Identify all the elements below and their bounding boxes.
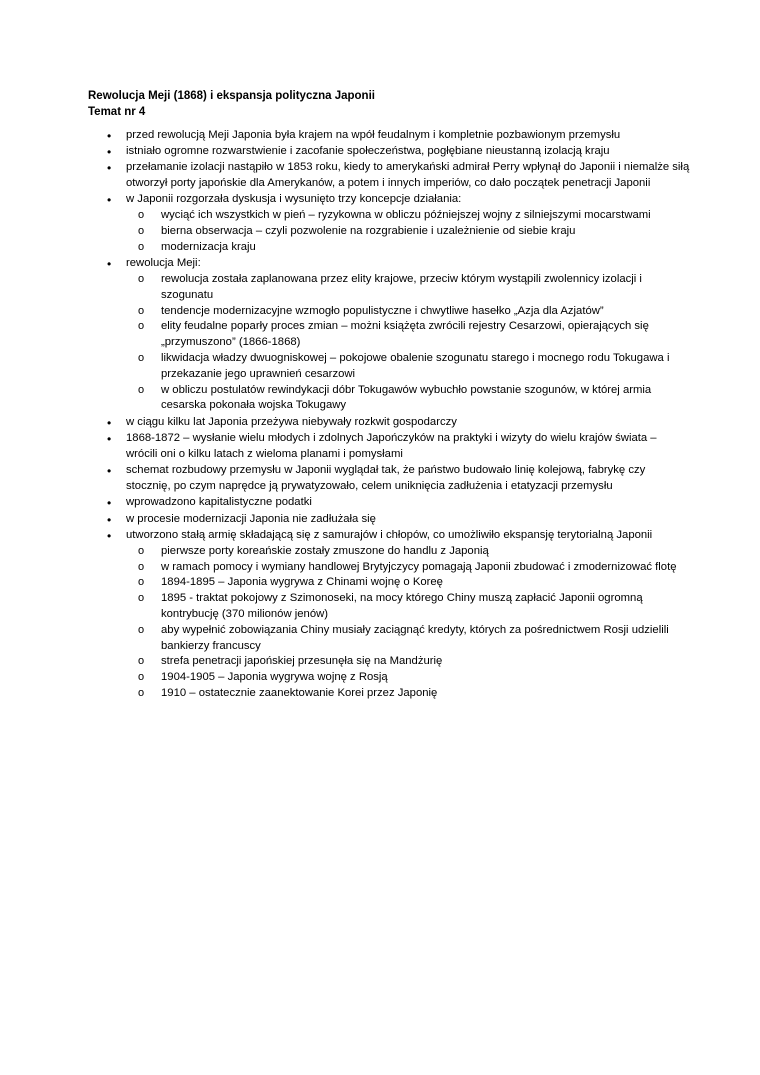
sub-list-item (126, 240, 690, 256)
sub-bullet-icon: o (138, 687, 145, 700)
outline-list (88, 128, 690, 702)
sub-list-item (126, 351, 690, 383)
sub-bullet-icon: o (138, 240, 145, 253)
list-item (88, 431, 690, 463)
sub-list-item (126, 560, 690, 576)
list-item (88, 512, 690, 528)
bullet-icon: • (107, 528, 112, 543)
bullet-icon: • (107, 144, 112, 159)
sub-bullet-icon: o (138, 560, 145, 573)
bullet-icon: • (107, 496, 112, 511)
bullet-icon: • (107, 415, 112, 430)
page-subtitle: Temat nr 4 (88, 106, 146, 119)
sub-bullet-icon: o (138, 671, 145, 684)
bullet-icon: • (107, 161, 112, 176)
list-item-text: 1868-1872 – wysłanie wielu młodych i zdolnych Japończyków na praktyki i wizyty do wielu krajów świata – wrócili oni o kilku latach z wieloma planami i pomysłami (126, 432, 657, 460)
sub-list-item (126, 623, 690, 655)
sub-list-item (126, 319, 690, 351)
bullet-icon: • (107, 432, 112, 447)
page-title: Rewolucja Meji (1868) i ekspansja polityczna Japonii (88, 90, 375, 102)
sub-bullet-icon: o (138, 623, 145, 636)
list-item (88, 415, 690, 431)
sub-bullet-icon: o (138, 320, 145, 333)
list-item (88, 256, 690, 414)
sub-bullet-icon: o (138, 272, 145, 285)
bullet-icon: • (107, 464, 112, 479)
sub-list-item-text: bierna obserwacja – czyli pozwolenie na rozgrabienie i uzależnienie od siebie kraju (161, 225, 576, 238)
list-item-text: rewolucja Meji: (126, 257, 201, 270)
sub-list-item (126, 686, 690, 702)
list-item (88, 192, 690, 255)
bullet-icon: • (107, 193, 112, 208)
sub-bullet-icon: o (138, 225, 145, 238)
list-item-text: schemat rozbudowy przemysłu w Japonii wyglądał tak, że państwo budowało linię kolejową, fabrykę czy stocznię, po czym naprędce ją prywatyzowało, celem uniknięcia zadłużenia i etatyzacji przemysłu (126, 464, 646, 493)
sub-bullet-icon: o (138, 576, 145, 589)
sub-list-item (126, 304, 690, 320)
bullet-icon: • (107, 128, 112, 143)
sub-list-item-text: rewolucja została zaplanowana przez elity krajowe, przeciw którym wystąpili zwolennicy izolacji i szogunatu (161, 272, 642, 301)
sub-list-item-text: pierwsze porty koreańskie zostały zmuszone do handlu z Japonią (161, 544, 489, 557)
sub-bullet-icon: o (138, 655, 145, 668)
list-item-text: istniało ogromne rozwarstwienie i zacofanie społeczeństwa, pogłębiane nieustanną izolacją kraju (126, 144, 610, 157)
sub-list-item-text: w obliczu postulatów rewindykacji dóbr Tokugawów wybuchło powstanie szogunów, w której armia cesarska pokonała wojska Tokugawy (161, 383, 652, 412)
sub-bullet-icon: o (138, 352, 145, 365)
sub-list-item (126, 544, 690, 560)
list-item (88, 495, 690, 511)
sub-list-item-text: 1910 – ostatecznie zaanektowanie Korei przez Japonię (161, 687, 438, 700)
list-item-text: utworzono stałą armię składającą się z samurajów i chłopów, co umożliwiło ekspansję terytorialną Japonii (126, 528, 653, 541)
bullet-icon: • (107, 512, 112, 527)
sub-list-item (126, 272, 690, 304)
sub-list-item-text: w ramach pomocy i wymiany handlowej Brytyjczycy pomagają Japonii zbudować i zmodernizować flotę (161, 560, 677, 573)
sub-list-item (126, 208, 690, 224)
list-item (88, 160, 690, 192)
sub-list-item-text: 1894-1895 – Japonia wygrywa z Chinami wojnę o Koreę (161, 576, 443, 589)
list-item-text: w ciągu kilku lat Japonia przeżywa niebywały rozkwit gospodarczy (126, 415, 457, 428)
sub-list-item (126, 591, 690, 623)
list-item-text: w Japonii rozgorzała dyskusja i wysunięto trzy koncepcje działania: (126, 193, 462, 206)
list-item-text: w procesie modernizacji Japonia nie zadłużała się (126, 512, 376, 525)
sub-list-item (126, 654, 690, 670)
sub-list-item-text: strefa penetracji japońskiej przesunęła się na Mandżurię (161, 655, 443, 668)
list-item (88, 528, 690, 702)
list-item-text: przełamanie izolacji nastąpiło w 1853 roku, kiedy to amerykański admirał Perry wpłynął do Japonii i niemalże siłą otworzył porty japońskie dla Amerykanów, a potem i innych imperiów, co dało początek penetracji Japonii (126, 161, 690, 190)
sub-list (126, 272, 690, 414)
sub-list (126, 208, 690, 255)
sub-list-item (126, 383, 690, 415)
sub-list-item-text: elity feudalne poparły proces zmian – możni książęta zwrócili rejestry Cesarzowi, opierających się „przymuszono” (1866-1868) (161, 320, 649, 349)
list-item-text: przed rewolucją Meji Japonia była krajem na wpół feudalnym i kompletnie pozbawionym przemysłu (126, 128, 621, 141)
list-item (88, 128, 690, 144)
sub-list-item (126, 575, 690, 591)
sub-list-item-text: tendencje modernizacyjne wzmogło populistyczne i chwytliwe hasełko „Azja dla Azjatów” (161, 304, 604, 317)
list-item (88, 463, 690, 495)
list-item (88, 144, 690, 160)
sub-list (126, 544, 690, 702)
sub-bullet-icon: o (138, 592, 145, 605)
sub-bullet-icon: o (138, 383, 145, 396)
sub-bullet-icon: o (138, 304, 145, 317)
bullet-icon: • (107, 257, 112, 272)
sub-list-item (126, 670, 690, 686)
sub-list-item-text: modernizacja kraju (161, 240, 256, 253)
sub-list-item-text: aby wypełnić zobowiązania Chiny musiały zaciągnąć kredyty, których za pośrednictwem Rosji udzielili bankierzy francuscy (161, 623, 669, 652)
sub-list-item-text: 1895 - traktat pokojowy z Szimonoseki, na mocy którego Chiny muszą zapłacić Japonii ogromną kontrybucję (370 milionów jenów) (161, 592, 643, 621)
list-item-text: wprowadzono kapitalistyczne podatki (126, 496, 312, 509)
sub-bullet-icon: o (138, 209, 145, 222)
sub-list-item (126, 224, 690, 240)
sub-bullet-icon: o (138, 544, 145, 557)
sub-list-item-text: likwidacja władzy dwuogniskowej – pokojowe obalenie szogunatu starego i mocnego rodu Tokugawa i przekazanie jego uprawnień cesarzowi (161, 352, 670, 380)
sub-list-item-text: wyciąć ich wszystkich w pień – ryzykowna w obliczu późniejszej wojny z silniejszymi mocarstwami (161, 209, 651, 222)
sub-list-item-text: 1904-1905 – Japonia wygrywa wojnę z Rosją (161, 671, 388, 684)
